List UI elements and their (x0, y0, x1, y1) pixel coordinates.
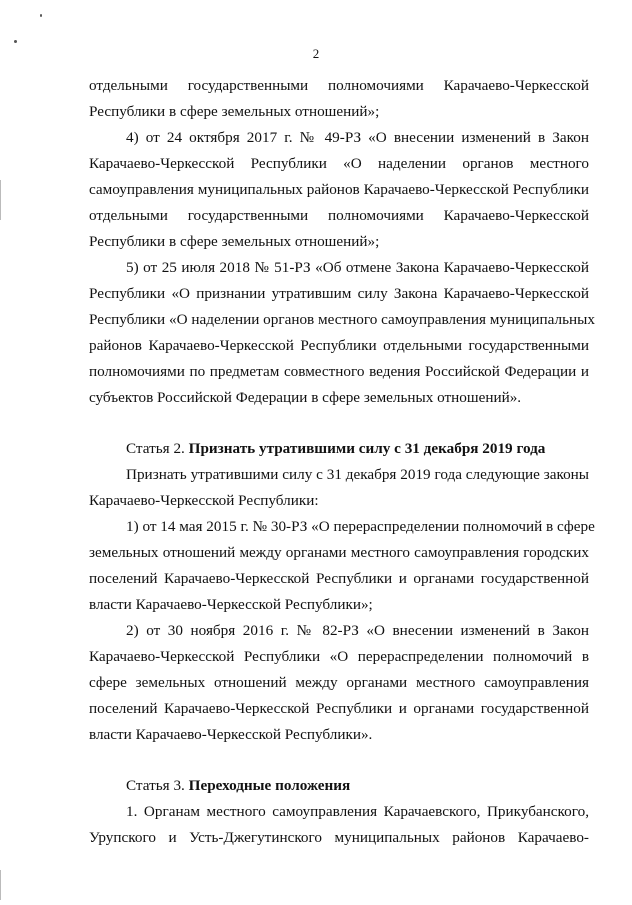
article-3-heading (126, 776, 589, 796)
text-line: земельных отношений между органами местного самоуправления городских (89, 544, 589, 561)
text-line: сфере земельных отношений между органами местного самоуправления (89, 674, 589, 691)
text-line: отдельными государственными полномочиями Карачаево-Черкесской (89, 207, 589, 224)
text-line: 1) от 14 мая 2015 г. № 30-РЗ «О перераспределении полномочий в сфере (126, 518, 595, 535)
text-line: 2) от 30 ноября 2016 г. № 82-РЗ «О внесении изменений в Закон (126, 622, 589, 639)
text-line: Карачаево-Черкесской Республики «О наделении органов местного (89, 155, 589, 172)
article-2-title: Признать утратившими силу с 31 декабря 2019 года (188, 440, 546, 457)
text-line: Республики в сфере земельных отношений»; (89, 233, 380, 250)
text-line: поселений Карачаево-Черкесской Республики и органами государственной (89, 570, 589, 587)
text-line: Признать утратившими силу с 31 декабря 2019 года следующие законы (126, 466, 589, 483)
text-line: поселений Карачаево-Черкесской Республики и органами государственной (89, 700, 589, 717)
text-line: власти Карачаево-Черкесской Республики»; (89, 596, 373, 613)
text-line: Карачаево-Черкесской Республики «О перераспределении полномочий в (89, 648, 589, 665)
text-line: Республики в сфере земельных отношений»; (89, 103, 380, 120)
article-3-prefix: Статья 3. (126, 777, 189, 794)
text-line: Республики «О наделении органов местного самоуправления муниципальных (89, 311, 595, 328)
article-2-heading (126, 439, 589, 459)
scan-edge-mark (0, 180, 1, 220)
text-line: власти Карачаево-Черкесской Республики». (89, 726, 373, 743)
article-3-title: Переходные положения (188, 777, 351, 794)
text-line: полномочиями по предметам совместного ведения Российской Федерации и (89, 363, 589, 380)
text-line: 5) от 25 июля 2018 № 51-РЗ «Об отмене Закона Карачаево-Черкесской (126, 259, 589, 276)
text-line: 1. Органам местного самоуправления Карачаевского, Прикубанского, (126, 803, 589, 820)
text-line: отдельными государственными полномочиями Карачаево-Черкесской (89, 77, 589, 94)
text-line: 4) от 24 октября 2017 г. № 49-РЗ «О внесении изменений в Закон (126, 129, 589, 146)
text-line: субъектов Российской Федерации в сфере земельных отношений». (89, 389, 522, 406)
scan-edge-mark (0, 870, 1, 900)
text-line: Карачаево-Черкесской Республики: (89, 492, 319, 509)
page-number: 2 (312, 46, 320, 61)
scan-speck (14, 40, 17, 43)
text-line: Республики «О признании утратившим силу Закона Карачаево-Черкесской (89, 285, 589, 302)
scan-speck (40, 14, 42, 17)
text-line: самоуправления муниципальных районов Карачаево-Черкесской Республики (89, 181, 589, 198)
article-2-prefix: Статья 2. (126, 440, 189, 457)
text-line: Урупского и Усть-Джегутинского муниципальных районов Карачаево- (89, 829, 589, 846)
text-line: районов Карачаево-Черкесской Республики отдельными государственными (89, 337, 589, 354)
